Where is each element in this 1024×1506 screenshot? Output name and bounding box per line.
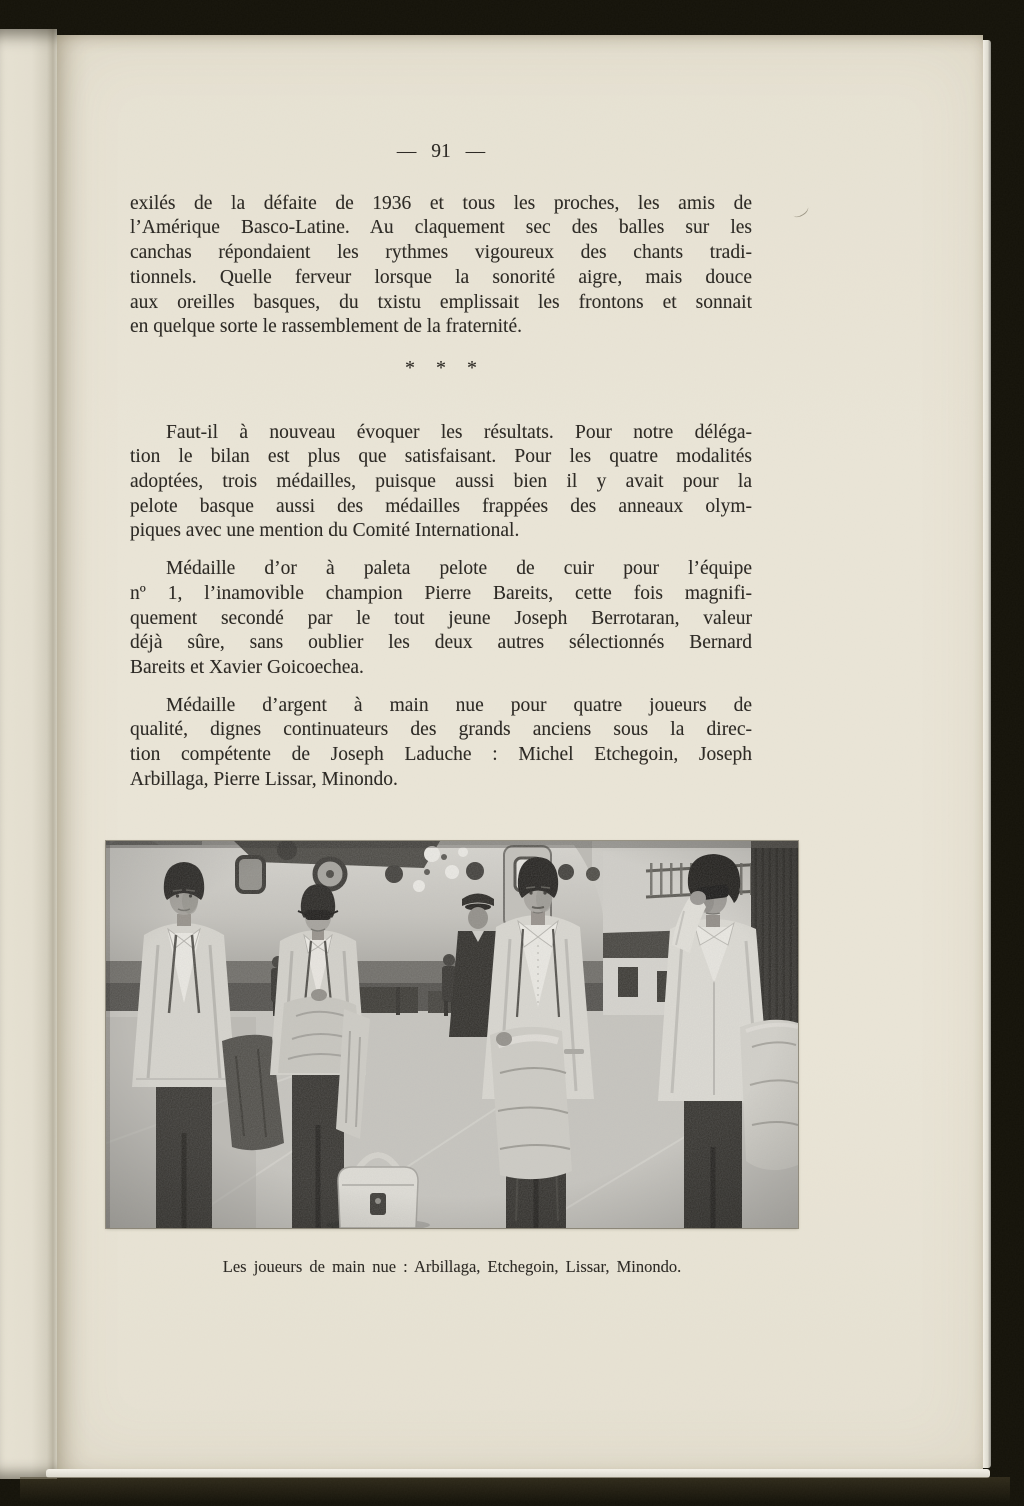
text-line: tion compétente de Joseph Laduche : Michel Etchegoin, Joseph — [130, 744, 752, 766]
page-number: — 91 — — [396, 141, 486, 162]
text-line: exilés de la défaite de 1936 et tous les proches, les amis de — [130, 192, 752, 214]
section-separator: * * * — [405, 356, 477, 379]
paragraph-1 — [130, 192, 752, 340]
text-line: nº 1, l’inamovible champion Pierre Bareits, cette fois magnifi- — [130, 582, 752, 604]
text-line: Arbillaga, Pierre Lissar, Minondo. — [130, 768, 398, 790]
photo-scene — [106, 841, 798, 1228]
paragraph-2 — [130, 421, 752, 545]
text-column — [130, 140, 752, 805]
body-paragraphs — [130, 192, 752, 340]
page-bottom-shadow — [20, 1477, 1010, 1503]
text-line: canchas répondaient les rythmes vigoureux des chants tradi- — [130, 242, 752, 264]
paragraph-4 — [130, 694, 752, 793]
paragraph-3 — [130, 557, 752, 681]
text-line: piques avec une mention du Comité International. — [130, 520, 520, 542]
page-stack-edge-right — [983, 40, 991, 1468]
photo-vignette — [106, 841, 798, 1228]
text-line: Faut-il à nouveau évoquer les résultats. Pour notre déléga- — [166, 421, 752, 443]
text-line: adoptées, trois médailles, puisque aussi bien il y avait pour la — [130, 471, 752, 493]
body-paragraphs-after — [130, 421, 752, 793]
facing-page-edge — [0, 29, 57, 1479]
text-line: tion le bilan est plus que satisfaisant. Pour les quatre modalités — [130, 446, 752, 468]
text-line: aux oreilles basques, du txistu emplissait les frontons et sonnait — [130, 291, 752, 313]
text-line: tionnels. Quelle ferveur lorsque la sonorité aigre, mais douce — [130, 266, 752, 288]
text-line: déjà sûre, sans oublier les deux autres sélectionnés Bernard — [130, 632, 752, 654]
text-line: en quelque sorte le rassemblement de la fraternité. — [130, 316, 522, 338]
team-photo — [106, 841, 798, 1228]
text-line: Médaille d’or à paleta pelote de cuir pour l’équipe — [166, 558, 752, 580]
text-line: pelote basque aussi des médailles frappées des anneaux olym- — [130, 495, 752, 517]
text-line: l’Amérique Basco-Latine. Au claquement sec des balles sur les — [130, 217, 752, 239]
text-line: quement secondé par le tout jeune Joseph Berrotaran, valeur — [130, 607, 752, 629]
photo-caption: Les joueurs de main nue : Arbillaga, Etchegoin, Lissar, Minondo. — [222, 1257, 682, 1276]
text-line: Bareits et Xavier Goicoechea. — [130, 656, 364, 678]
text-line: qualité, dignes continuateurs des grands anciens sous la direc- — [130, 719, 752, 741]
text-line: Médaille d’argent à main nue pour quatre joueurs de — [166, 694, 752, 716]
